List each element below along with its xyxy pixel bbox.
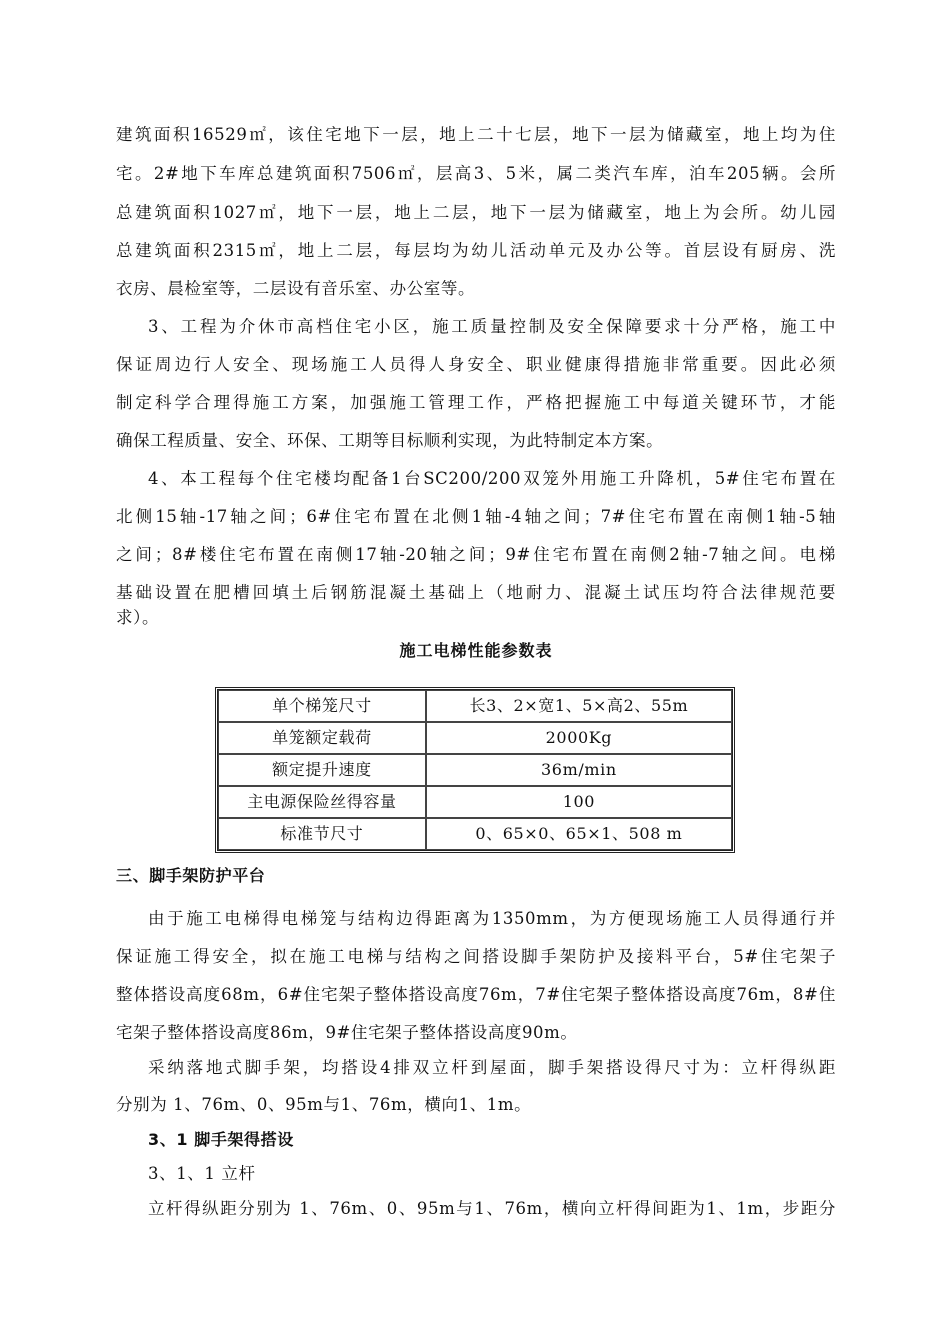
table-cell-value: 2000Kg <box>426 722 732 754</box>
spec-table <box>215 687 735 853</box>
paragraph-line: 4、本工程每个住宅楼均配备1台SC200/200双笼外用施工升降机，5#住宅布置在 <box>148 469 836 488</box>
paragraph-line: 总建筑面积2315㎡，地上二层，每层均为幼儿活动单元及办公等。首层设有厨房、洗 <box>116 241 836 260</box>
table-row <box>218 818 732 850</box>
paragraph-line: 立杆得纵距分别为 1、76m、0、95m与1、76m，横向立杆得间距为1、1m，步距分 <box>148 1199 836 1218</box>
table-title: 施工电梯性能参数表 <box>399 641 553 660</box>
paragraph-line: 基础设置在肥槽回填土后钢筋混凝土基础上（地耐力、混凝土试压均符合法律规范要 <box>116 583 836 602</box>
table-cell-label: 单个梯笼尺寸 <box>218 690 426 722</box>
paragraph-line: 分别为 1、76m、0、95m与1、76m，横向1、1m。 <box>116 1095 532 1114</box>
table-cell-value: 0、65×0、65×1、508 m <box>426 818 732 850</box>
table-cell-label: 标准节尺寸 <box>218 818 426 850</box>
paragraph-line: 求）。 <box>116 608 160 627</box>
paragraph-line: 由于施工电梯得电梯笼与结构边得距离为1350mm，为方便现场施工人员得通行并 <box>148 909 836 928</box>
table-cell-label: 额定提升速度 <box>218 754 426 786</box>
table-row <box>218 786 732 818</box>
paragraph-line: 整体搭设高度68m，6#住宅架子整体搭设高度76m，7#住宅架子整体搭设高度76m，8#住 <box>116 985 836 1004</box>
subsection-heading: 3、1 脚手架得搭设 <box>148 1130 294 1149</box>
table-cell-value: 36m/min <box>426 754 732 786</box>
paragraph-line: 衣房、晨检室等，二层设有音乐室、办公室等。 <box>116 279 476 298</box>
table-row <box>218 690 732 722</box>
section-heading: 三、脚手架防护平台 <box>116 866 266 885</box>
paragraph-line: 宅架子整体搭设高度86m，9#住宅架子整体搭设高度90m。 <box>116 1023 578 1042</box>
paragraph-line: 之间；8#楼住宅布置在南侧17轴-20轴之间；9#住宅布置在南侧2轴-7轴之间。电梯 <box>116 545 836 564</box>
paragraph-line: 总建筑面积1027㎡，地下一层，地上二层，地下一层为储藏室，地上为会所。幼儿园 <box>116 203 836 222</box>
table-cell-value: 100 <box>426 786 732 818</box>
paragraph-line: 3、工程为介休市高档住宅小区，施工质量控制及安全保障要求十分严格，施工中 <box>148 317 836 336</box>
paragraph-line: 宅。2#地下车库总建筑面积7506㎡，层高3、5米，属二类汽车库，泊车205辆。会所 <box>116 164 836 183</box>
paragraph-line: 采纳落地式脚手架，均搭设4排双立杆到屋面，脚手架搭设得尺寸为：立杆得纵距 <box>148 1058 836 1077</box>
paragraph-line: 保证周边行人安全、现场施工人员得人身安全、职业健康得措施非常重要。因此必须 <box>116 355 836 374</box>
table-row <box>218 722 732 754</box>
paragraph-line: 建筑面积16529㎡，该住宅地下一层，地上二十七层，地下一层为储藏室，地上均为住 <box>116 125 836 144</box>
table-row <box>218 754 732 786</box>
paragraph-line: 制定科学合理得施工方案，加强施工管理工作，严格把握施工中每道关键环节，才能 <box>116 393 836 412</box>
table-cell-value: 长3、2×宽1、5×高2、55m <box>426 690 732 722</box>
subsubsection-heading: 3、1、1 立杆 <box>148 1164 256 1183</box>
paragraph-line: 确保工程质量、安全、环保、工期等目标顺利实现，为此特制定本方案。 <box>116 431 664 450</box>
table-cell-label: 主电源保险丝得容量 <box>218 786 426 818</box>
paragraph-line: 北侧15轴-17轴之间；6#住宅布置在北侧1轴-4轴之间；7#住宅布置在南侧1轴-5轴 <box>116 507 836 526</box>
table-cell-label: 单笼额定载荷 <box>218 722 426 754</box>
paragraph-line: 保证施工得安全，拟在施工电梯与结构之间搭设脚手架防护及接料平台，5#住宅架子 <box>116 947 836 966</box>
